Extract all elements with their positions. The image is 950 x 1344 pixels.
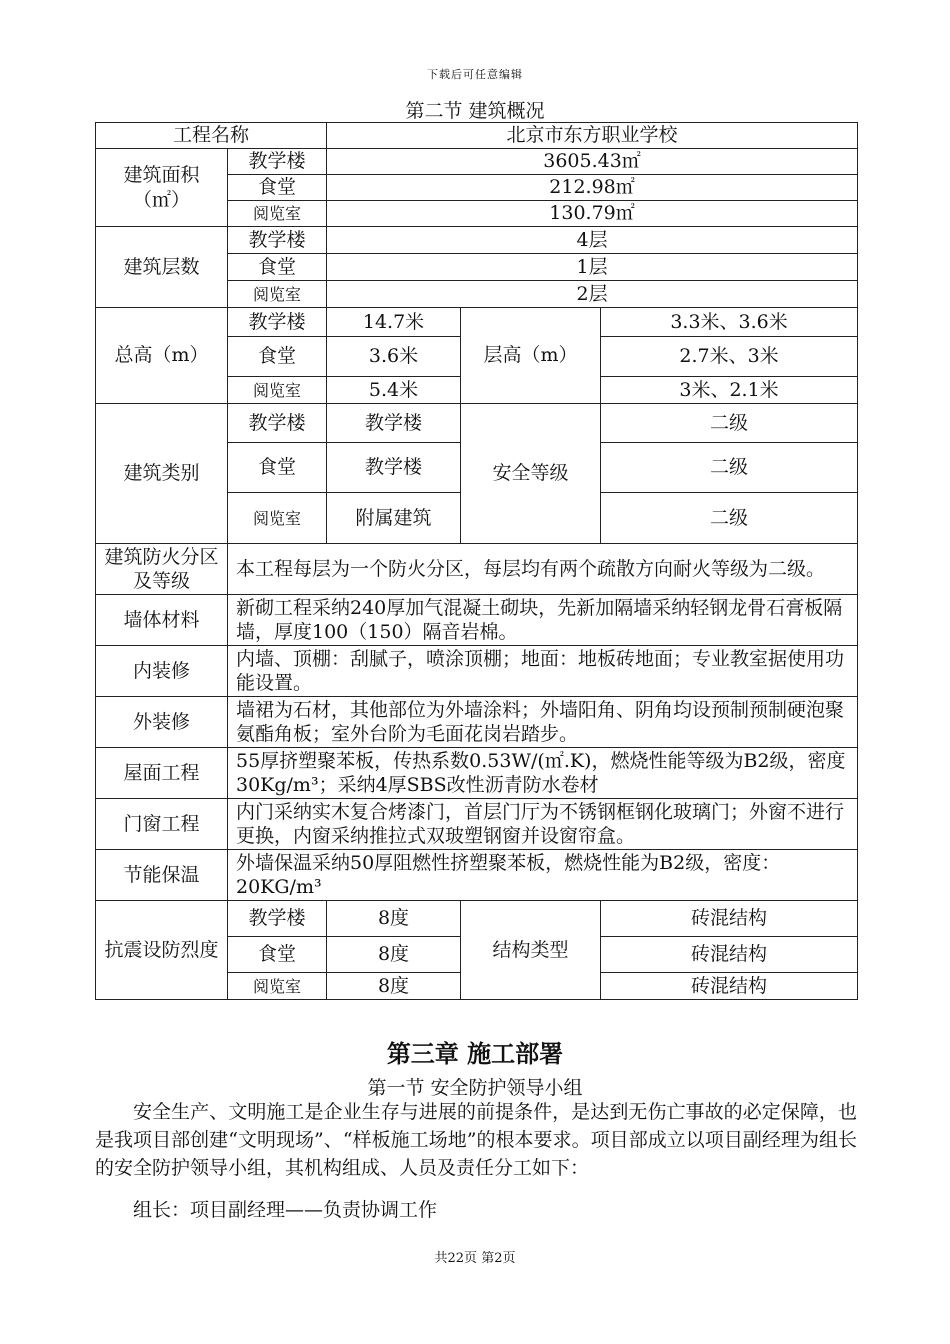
safety-grade-value: 二级 xyxy=(601,493,858,544)
seismic-building: 教学楼 xyxy=(228,901,327,937)
floors-value: 1层 xyxy=(327,254,858,281)
category-building: 食堂 xyxy=(228,443,327,493)
interior-finish-label: 内装修 xyxy=(96,646,228,697)
total-height-value: 14.7米 xyxy=(327,308,461,337)
seismic-building: 食堂 xyxy=(228,937,327,973)
seismic-label: 抗震设防烈度 xyxy=(96,901,228,1000)
category-type: 教学楼 xyxy=(327,404,461,443)
height-building: 阅览室 xyxy=(228,377,327,404)
project-name-value: 北京市东方职业学校 xyxy=(327,123,858,149)
height-building: 教学楼 xyxy=(228,308,327,337)
story-height-value: 3米、2.1米 xyxy=(601,377,858,404)
structure-type-value: 砖混结构 xyxy=(601,901,858,937)
interior-finish-text: 内墙、顶棚：刮腻子，喷涂顶棚；地面：地板砖地面；专业教室据使用功能设置。 xyxy=(228,646,858,697)
category-building: 教学楼 xyxy=(228,404,327,443)
fire-zone-text: 本工程每层为一个防火分区，每层均有两个疏散方向耐火等级为二级。 xyxy=(228,544,858,595)
floors-value: 4层 xyxy=(327,227,858,254)
leader-line: 组长：项目副经理——负责协调工作 xyxy=(133,1199,438,1221)
chapter-title: 第三章 施工部署 xyxy=(386,1039,564,1068)
floors-building: 教学楼 xyxy=(228,227,327,254)
category-type: 附属建筑 xyxy=(327,493,461,544)
body-paragraph: 安全生产、文明施工是企业生存与进展的前提条件，是达到无伤亡事故的必定保障，也是我项目部创建“文明现场”、“样板施工场地”的根本要求。项目部成立以项目副经理为组长的安全防护领导小组，其机构组成、人员及责任分工如下： xyxy=(95,1101,857,1179)
seismic-building: 阅览室 xyxy=(228,973,327,1000)
seismic-degree: 8度 xyxy=(327,937,461,973)
doors-windows-text: 内门采纳实木复合烤漆门，首层门厅为不锈钢框钢化玻璃门；外窗不进行更换，内窗采纳推拉式双玻塑钢窗并设窗帘盒。 xyxy=(228,799,858,850)
seismic-degree: 8度 xyxy=(327,901,461,937)
height-label: 总高（m） xyxy=(96,308,228,404)
seismic-degree: 8度 xyxy=(327,973,461,1000)
floors-value: 2层 xyxy=(327,281,858,308)
area-building: 阅览室 xyxy=(228,201,327,227)
area-building: 食堂 xyxy=(228,175,327,201)
total-height-value: 3.6米 xyxy=(327,337,461,377)
doors-windows-label: 门窗工程 xyxy=(96,799,228,850)
project-name-label: 工程名称 xyxy=(96,123,327,149)
area-label: 建筑面积（㎡） xyxy=(96,149,228,227)
story-height-label: 层高（m） xyxy=(461,308,601,404)
structure-type-value: 砖混结构 xyxy=(601,973,858,1000)
structure-type-value: 砖混结构 xyxy=(601,937,858,973)
safety-grade-label: 安全等级 xyxy=(461,404,601,544)
page-footer: 共22页 第2页 xyxy=(434,1251,516,1266)
section-title: 第二节 建筑概况 xyxy=(405,100,545,122)
area-value: 3605.43㎡ xyxy=(327,149,858,175)
story-height-value: 2.7米、3米 xyxy=(601,337,858,377)
story-height-value: 3.3米、3.6米 xyxy=(601,308,858,337)
category-building: 阅览室 xyxy=(228,493,327,544)
category-type: 教学楼 xyxy=(327,443,461,493)
height-building: 食堂 xyxy=(228,337,327,377)
header-note: 下载后可任意编辑 xyxy=(427,68,523,81)
total-height-value: 5.4米 xyxy=(327,377,461,404)
area-building: 教学楼 xyxy=(228,149,327,175)
floors-building: 食堂 xyxy=(228,254,327,281)
roof-label: 屋面工程 xyxy=(96,748,228,799)
insulation-text: 外墙保温采纳50厚阻燃性挤塑聚苯板，燃烧性能为B2级，密度：20KG/m³ xyxy=(228,850,858,901)
category-label: 建筑类别 xyxy=(96,404,228,544)
wall-material-text: 新砌工程采纳240厚加气混凝土砌块，先新加隔墙采纳轻钢龙骨石膏板隔墙，厚度100（150）隔音岩棉。 xyxy=(228,595,858,646)
area-value: 130.79㎡ xyxy=(327,201,858,227)
exterior-finish-text: 墙裙为石材，其他部位为外墙涂料；外墙阳角、阴角均设预制预制硬泡聚氨酯角板；室外台阶为毛面花岗岩踏步。 xyxy=(228,697,858,748)
structure-type-label: 结构类型 xyxy=(461,901,601,1000)
insulation-label: 节能保温 xyxy=(96,850,228,901)
safety-grade-value: 二级 xyxy=(601,404,858,443)
floors-building: 阅览室 xyxy=(228,281,327,308)
roof-text: 55厚挤塑聚苯板，传热系数0.53W/(㎡.K)，燃烧性能等级为B2级，密度30Kg/m³；采纳4厚SBS改性沥青防水卷材 xyxy=(228,748,858,799)
building-overview-table xyxy=(95,122,858,1000)
subsection-title: 第一节 安全防护领导小组 xyxy=(367,1077,583,1099)
wall-material-label: 墙体材料 xyxy=(96,595,228,646)
exterior-finish-label: 外装修 xyxy=(96,697,228,748)
safety-grade-value: 二级 xyxy=(601,443,858,493)
fire-zone-label: 建筑防火分区及等级 xyxy=(96,544,228,595)
area-value: 212.98㎡ xyxy=(327,175,858,201)
floors-label: 建筑层数 xyxy=(96,227,228,308)
